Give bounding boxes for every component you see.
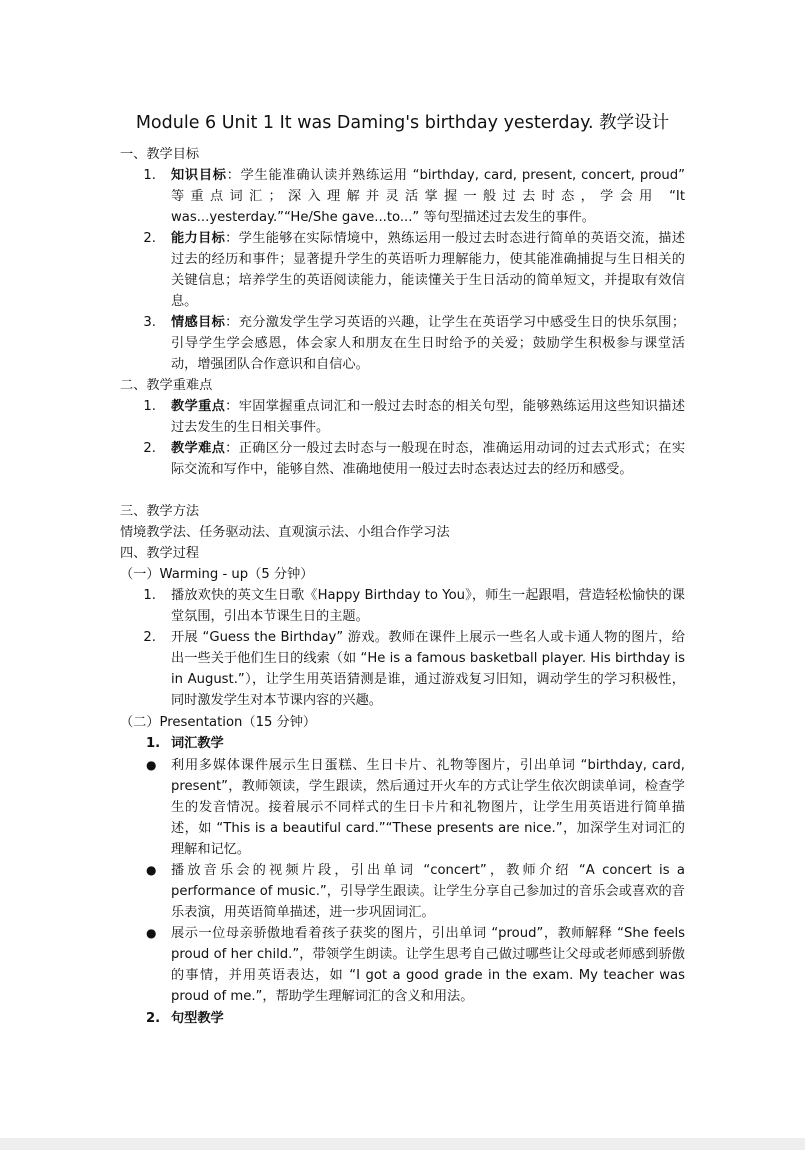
sub-heading-vocabulary: 词汇教学 [171,736,224,751]
objective-ability [171,228,685,312]
item-label: 能力目标 [171,231,226,246]
warmup-step-song: 播放欢快的英文生日歌《Happy Birthday to You》，师生一起跟唱，营造轻松愉快的课堂氛围，引出本节课生日的主题。 [171,588,685,624]
difficult-point [171,438,685,480]
item-text: ：充分激发学生学习英语的兴趣，让学生在英语学习中感受生日的快乐氛围；引导学生学会感恩，体会家人和朋友在生日时给予的关爱；鼓励学生积极参与课堂活动，增强团队合作意识和自信心。 [171,315,686,372]
bullet-dot-icon: ● [146,758,157,772]
item-label: 教学重点 [171,399,226,414]
sub-number: 2. [146,1011,161,1026]
item-number: 2. [143,441,156,456]
sub-number: 1. [146,736,161,751]
objective-emotion [171,312,685,375]
key-point [171,396,685,438]
subsection-warming-up: （一）Warming - up（5 分钟） [120,567,314,582]
item-number: 2. [143,231,156,246]
vocab-bullet-birthday: 利用多媒体课件展示生日蛋糕、生日卡片、礼物等图片，引出单词 “birthday, card, present”，教师领读，学生跟读，然后通过开火车的方式让学生依次朗读单词，检查学生的发音情况。接着展示不同样式的生日卡片和礼物图片，让学生用英语进行简单描述，如 “This is a beautiful card.”“These presents are nice.”，加深学生对词汇的理解和记忆。 [171,758,685,857]
item-text: ：学生能够在实际情境中，熟练运用一般过去时态进行简单的英语交流，描述过去的经历和事件；显著提升学生的英语听力理解能力，使其能准确捕捉与生日相关的关键信息；培养学生的英语阅读能力，能读懂关于生日活动的简单短文，并提取有效信息。 [171,231,686,309]
item-label: 教学难点 [171,441,226,456]
item-number: 1. [143,399,156,414]
section-heading-methods: 三、教学方法 [120,504,200,519]
item-text: ：学生能准确认读并熟练运用 “birthday, card, present, concert, proud” 等重点词汇；深入理解并灵活掌握一般过去时态，学会用 “It was...yesterday.”“He/She gave...to...” 等句型描述过去发生的事件。 [171,168,685,225]
item-number: 3. [143,315,156,330]
methods-text: 情境教学法、任务驱动法、直观演示法、小组合作学习法 [120,525,450,540]
sub-heading-sentences: 句型教学 [171,1011,224,1026]
item-number: 1. [143,588,156,603]
bullet-dot-icon: ● [146,863,157,877]
warmup-step-game: 开展 “Guess the Birthday” 游戏。教师在课件上展示一些名人或卡通人物的图片，给出一些关于他们生日的线索（如 “He is a famous basketball player. His birthday is in August.”），让学生用英语猜测是谁，通过游戏复习旧知，调动学生的学习积极性，同时激发学生对本节课内容的兴趣。 [171,630,685,708]
section-heading-key-points: 二、教学重难点 [120,378,213,393]
item-number: 2. [143,630,156,645]
subsection-presentation: （二）Presentation（15 分钟） [120,715,317,730]
item-text: ：正确区分一般过去时态与一般现在时态，准确运用动词的过去式形式；在实际交流和写作中，能够自然、准确地使用一般过去时态表达过去的经历和感受。 [171,441,686,477]
section-heading-objectives: 一、教学目标 [120,147,200,162]
item-label: 知识目标 [171,168,227,183]
page-title: Module 6 Unit 1 It was Daming's birthday yesterday. 教学设计 [135,113,670,133]
vocab-bullet-concert: 播放音乐会的视频片段，引出单词 “concert”，教师介绍 “A concert is a performance of music.”，引导学生跟读。让学生分享自己参加过的音乐会或喜欢的音乐表演，用英语简单描述，进一步巩固词汇。 [171,863,685,920]
objective-knowledge [171,165,685,228]
bullet-dot-icon: ● [146,926,157,940]
item-text: ：牢固掌握重点词汇和一般过去时态的相关句型，能够熟练运用这些知识描述过去发生的生日相关事件。 [171,399,686,435]
vocab-bullet-proud: 展示一位母亲骄傲地看着孩子获奖的图片，引出单词 “proud”，教师解释 “She feels proud of her child.”，带领学生朗读。让学生思考自己做过哪些让父母或老师感到骄傲的事情，并用英语表达，如 “I got a good grade in the exam. My teacher was proud of me.”，帮助学生理解词汇的含义和用法。 [171,926,685,1004]
section-heading-process: 四、教学过程 [120,546,200,561]
page-bottom-edge [0,1138,805,1150]
item-number: 1. [143,168,156,183]
item-label: 情感目标 [171,315,226,330]
